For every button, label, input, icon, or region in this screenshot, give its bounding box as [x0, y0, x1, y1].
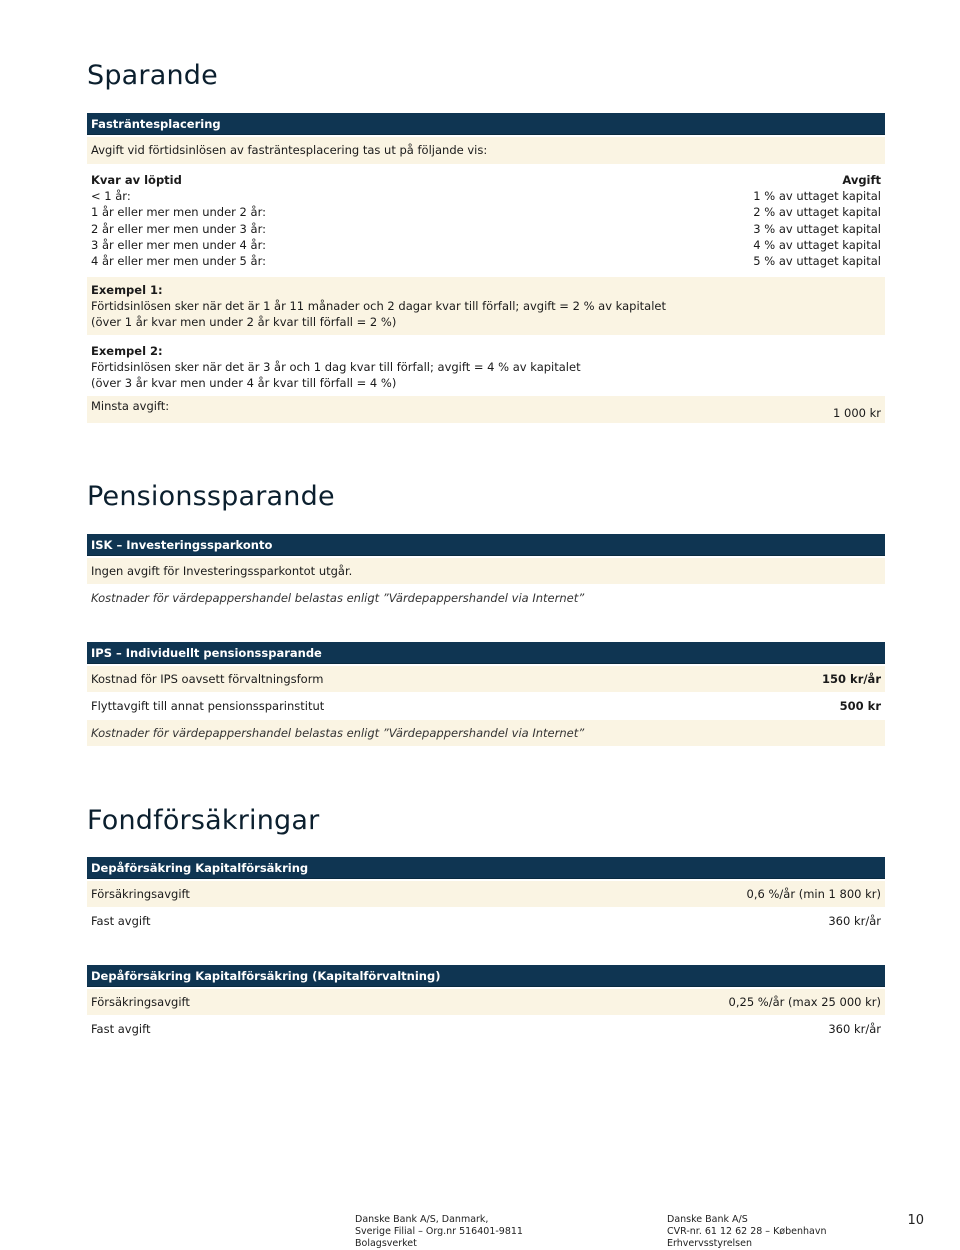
depa-kapital-fixed-value: 360 kr/år [828, 914, 881, 928]
depa-kapital-fee-value: 0,6 %/år (min 1 800 kr) [746, 887, 881, 901]
depa-kapitalforvaltning-fee-row [87, 989, 885, 1015]
footer-line: CVR-nr. 61 12 62 28 – København [667, 1226, 827, 1237]
fastrante-header-bar: Fasträntesplacering [87, 113, 885, 135]
example-2-line-2: (över 3 år kvar men under 4 år kvar till förfall = 4 %) [91, 376, 397, 390]
depa-kapital-fee-row [87, 881, 885, 907]
remaining-term-header: Kvar av löptid [91, 173, 182, 187]
minimum-fee-row [87, 396, 885, 423]
example-2-line-1: Förtidsinlösen sker när det är 3 år och 1 dag kvar till förfall; avgift = 4 % av kapitalet [91, 360, 581, 374]
isk-note: Kostnader för värdepappershandel belastas enligt ”Värdepappershandel via Internet” [91, 591, 585, 605]
footer-line: Sverige Filial – Org.nr 516401-9811 [355, 1226, 523, 1237]
depa-kapitalforvaltning-fee-value: 0,25 %/år (max 25 000 kr) [728, 995, 881, 1009]
example-2-title: Exempel 2: [91, 344, 163, 358]
fee-column [753, 172, 881, 269]
remaining-term-column [91, 172, 266, 269]
term-row: < 1 år: [91, 189, 131, 204]
term-row: 4 år eller mer men under 5 år: [91, 254, 266, 269]
fee-row: 1 % av uttaget kapital [753, 189, 881, 204]
fee-row: 3 % av uttaget kapital [753, 221, 881, 236]
isk-text: Ingen avgift för Investeringssparkontot utgår. [91, 564, 353, 578]
fee-row: 4 % av uttaget kapital [753, 237, 881, 252]
depa-kapitalforvaltning-header-bar: Depåförsäkring Kapitalförsäkring (Kapitalförvaltning) [87, 965, 885, 987]
isk-header-bar: ISK – Investeringssparkonto [87, 534, 885, 556]
term-row: 2 år eller mer men under 3 år: [91, 221, 266, 236]
footer-denmark [667, 1214, 827, 1250]
footer-line: Danske Bank A/S [667, 1214, 748, 1225]
ips-note-row [87, 720, 885, 746]
depa-kapitalforvaltning-fixed-row [87, 1016, 885, 1042]
term-row: 3 år eller mer men under 4 år: [91, 237, 266, 252]
example-1-block [87, 277, 885, 335]
footer-line: Danske Bank A/S, Danmark, [355, 1214, 489, 1225]
example-1-line-1: Förtidsinlösen sker när det är 1 år 11 månader och 2 dagar kvar till förfall; avgift = 2 % av kapitalet [91, 299, 666, 313]
ips-transfer-row [87, 693, 885, 719]
depa-kapital-header-bar: Depåförsäkring Kapitalförsäkring [87, 857, 885, 879]
depa-kapitalforvaltning-fee-label: Försäkringsavgift [91, 995, 190, 1009]
footer-line: Bolagsverket [355, 1238, 417, 1249]
fastrante-intro-row [87, 137, 885, 164]
footer-line: Erhvervsstyrelsen [667, 1238, 752, 1249]
isk-text-row [87, 558, 885, 584]
page-number: 10 [907, 1213, 924, 1228]
fastrante-intro: Avgift vid förtidsinlösen av fasträntesplacering tas ut på följande vis: [91, 143, 488, 157]
footer-sweden-branch [355, 1214, 523, 1250]
depa-kapital-fixed-label: Fast avgift [91, 914, 151, 928]
sparande-title: Sparande [87, 60, 218, 91]
ips-cost-row [87, 666, 885, 692]
term-row: 1 år eller mer men under 2 år: [91, 205, 266, 220]
depa-kapitalforvaltning-fixed-label: Fast avgift [91, 1022, 151, 1036]
isk-note-row [87, 585, 885, 611]
ips-cost-value: 150 kr/år [822, 672, 881, 686]
example-1-line-2: (över 1 år kvar men under 2 år kvar till förfall = 2 %) [91, 315, 397, 329]
ips-cost-label: Kostnad för IPS oavsett förvaltningsform [91, 672, 324, 686]
minimum-fee-value: 1 000 kr [833, 406, 881, 420]
example-2-block [87, 341, 885, 393]
fee-row: 5 % av uttaget kapital [753, 254, 881, 269]
ips-header-bar: IPS – Individuellt pensionssparande [87, 642, 885, 664]
depa-kapital-fixed-row [87, 908, 885, 934]
ips-transfer-value: 500 kr [839, 699, 881, 713]
ips-note: Kostnader för värdepappershandel belastas enligt ”Värdepappershandel via Internet” [91, 726, 585, 740]
fee-header: Avgift [842, 173, 881, 187]
depa-kapitalforvaltning-fixed-value: 360 kr/år [828, 1022, 881, 1036]
fee-row: 2 % av uttaget kapital [753, 205, 881, 220]
minimum-fee-label: Minsta avgift: [91, 399, 170, 413]
pension-title: Pensionssparande [87, 481, 335, 512]
fond-title: Fondförsäkringar [87, 805, 320, 836]
depa-kapital-fee-label: Försäkringsavgift [91, 887, 190, 901]
ips-transfer-label: Flyttavgift till annat pensionssparinstitut [91, 699, 325, 713]
example-1-title: Exempel 1: [91, 283, 163, 297]
